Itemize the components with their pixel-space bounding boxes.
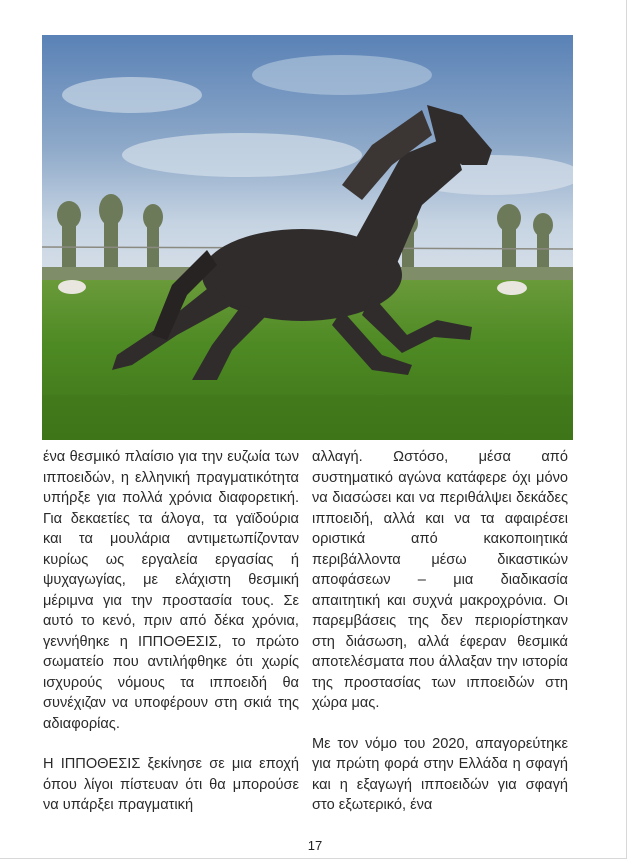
text-column-left (43, 447, 299, 836)
paragraph: ένα θεσμικό πλαίσιο για την ευζωία των ιπποειδών, η ελληνική πραγματικότητα υπήρξε για πολλά χρόνια διαφορετική. Για δεκαετίες τα άλογα, τα γαϊδούρια και τα μουλάρια αντιμετωπίζονταν κυρίως ως εργαλεία εργασίας ή ψυχαγωγίας, με ελάχιστη θεσμική μέριμνα για την προστασία τους. Σε αυτό το κενό, πριν από δέκα χρόνια, γεννήθηκε η ΙΠΠΟΘΕΣΙΣ, το πρώτο σωματείο που αντιλήφθηκε ότι χωρίς ισχυρούς νόμους τα ιπποειδή θα συνέχιζαν να υποφέρουν στη σκιά της αδιαφορίας. (43, 449, 299, 732)
paragraph: αλλαγή. Ωστόσο, μέσα από συστηματικό αγώνα κατάφερε όχι μόνο να διασώσει και να περιθάλψει δεκάδες ιπποειδή, αλλά και να τα αφαιρέσει οριστικά από κακοποιητικά περιβάλλοντα μέσω δικαστικών αποφάσεων – μια διαδικασία απαιτητική και συχνά μακροχρόνια. Οι παρεμβάσεις της δεν περιορίστηκαν στη διάσωση, αλλά έφεραν θεσμικά αποτελέσματα που άλλαξαν την ιστορία της προστασίας των ιπποειδών στη χώρα μας. (312, 449, 568, 711)
paragraph: Με τον νόμο του 2020, απαγορεύτηκε για πρώτη φορά στην Ελλάδα η σφαγή και η εξαγωγή ιπποειδών για σφαγή στο εξωτερικό, ένα (312, 735, 568, 813)
paragraph: Η ΙΠΠΟΘΕΣΙΣ ξεκίνησε σε μια εποχή όπου λίγοι πίστευαν ότι θα μπορούσε να υπάρξει πραγματική (43, 756, 299, 813)
text-column-right (312, 447, 568, 836)
horse-photo (42, 35, 573, 440)
page-number: 17 (307, 838, 323, 853)
